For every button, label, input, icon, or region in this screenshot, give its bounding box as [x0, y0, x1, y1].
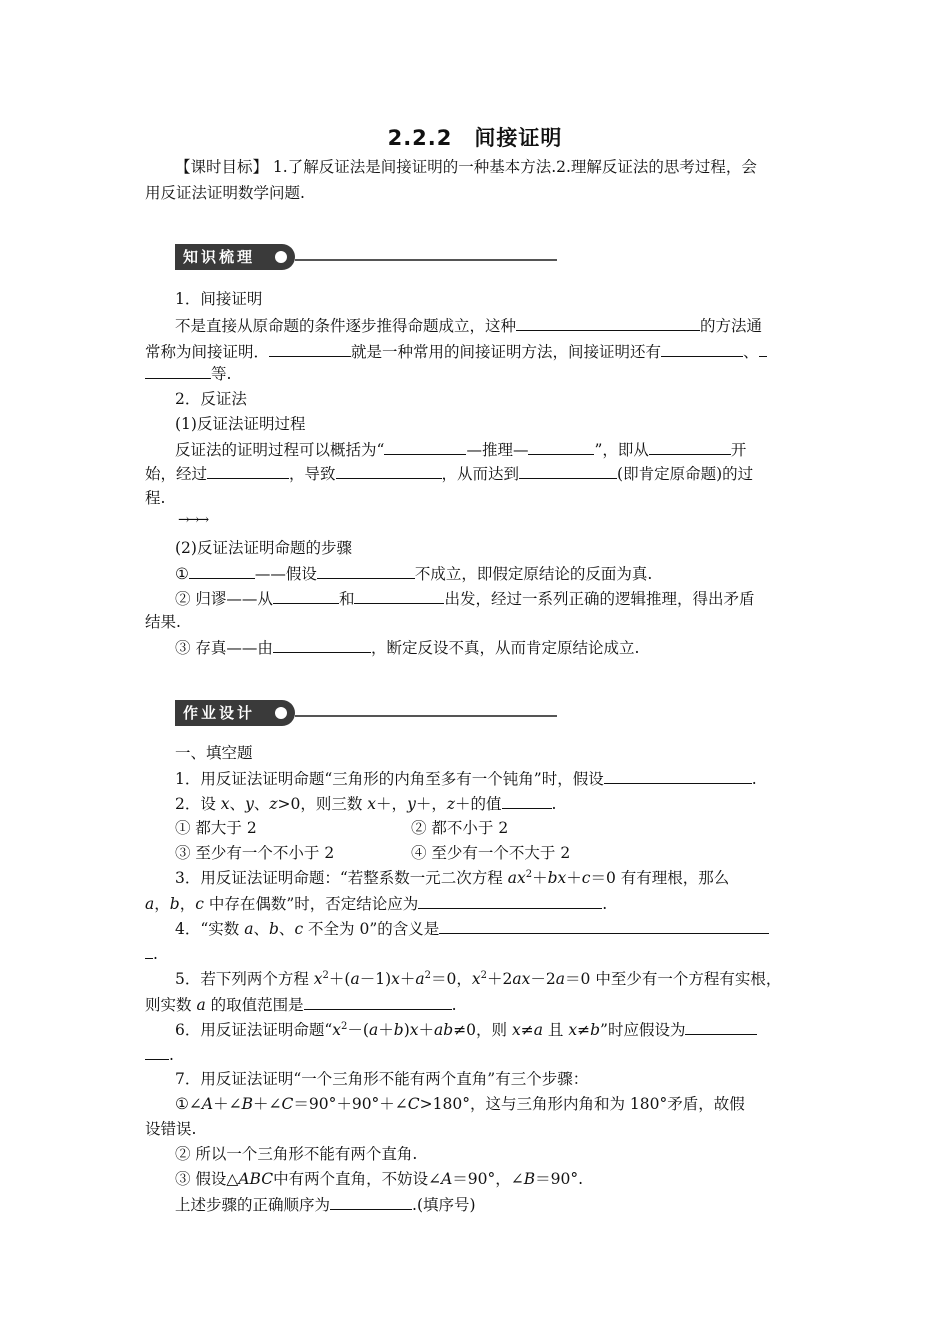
subheading-steps: (2)反证法证明命题的步骤: [175, 539, 352, 557]
question-7-step-1: [175, 1093, 745, 1115]
text: ＋，: [376, 795, 408, 813]
text: ，从而达到: [441, 465, 520, 483]
section-rule: [295, 715, 557, 717]
text: 出发，经过一系列正确的逻辑推理，得出矛盾: [444, 590, 755, 608]
text: ，导致: [289, 465, 336, 483]
text: 不成立，即假定原结论的反面为真.: [414, 565, 653, 583]
var: y: [407, 795, 416, 813]
paragraph-line: [145, 362, 231, 385]
question-7-answer: [175, 1193, 476, 1216]
var: x: [313, 970, 323, 988]
step-2-cont: 结果.: [145, 613, 181, 631]
bullet-dot-icon: [275, 707, 287, 719]
text: ③ 假设△: [175, 1170, 239, 1188]
text: 1．用反证法证明命题“三角形的内角至多有一个钝角”时，假设: [175, 770, 604, 788]
text: 、: [278, 920, 295, 938]
blank: [649, 438, 731, 455]
blank: [354, 587, 444, 604]
text: －2: [530, 970, 556, 988]
blank: [317, 562, 415, 579]
var: c: [581, 869, 591, 887]
var: x: [367, 795, 377, 813]
blank: [336, 462, 442, 479]
var: B: [523, 1170, 536, 1188]
text: －1): [359, 970, 392, 988]
text: 6．用反证法证明命题“: [175, 1021, 333, 1039]
text: —推理—: [466, 441, 529, 459]
paragraph-line: [145, 462, 753, 485]
heading-contradiction: 2．反证法: [175, 390, 247, 408]
objective-line-2: 用反证法证明数学问题.: [145, 184, 305, 202]
blank: [384, 438, 466, 455]
text: 中有两个直角，不妨设∠: [273, 1170, 442, 1188]
text: 则实数: [145, 996, 197, 1014]
exponent: 2: [424, 970, 432, 981]
question-5: [175, 968, 781, 990]
blank: [528, 438, 594, 455]
exponent: 2: [322, 970, 329, 981]
blank: [145, 362, 211, 379]
question-3-cont: [145, 892, 607, 915]
text: ＋: [532, 869, 548, 887]
text: ＝90°.: [535, 1170, 584, 1188]
text: >0，则三数: [277, 795, 368, 813]
blank: [418, 892, 602, 909]
text: 4．“实数: [175, 920, 245, 938]
option-4: ④ 至少有一个不大于 2: [411, 844, 571, 862]
var: z: [269, 795, 278, 813]
text: －(: [347, 1021, 369, 1039]
blank: [269, 340, 351, 357]
var: a: [196, 996, 206, 1014]
blank: [516, 314, 700, 331]
blank: [207, 462, 289, 479]
section-label: 知识梳理: [175, 244, 295, 270]
text: 反证法的证明过程可以概括为“: [175, 441, 385, 459]
text: ，: [179, 895, 196, 913]
text: ＋(: [328, 970, 351, 988]
blank: [759, 340, 767, 357]
text: 、: [253, 795, 270, 813]
text: ＝90°＋90°＋∠: [293, 1095, 408, 1113]
var: x: [391, 970, 400, 988]
var: x: [568, 1021, 578, 1039]
text: ＋，: [415, 795, 447, 813]
question-2: [175, 792, 556, 815]
blank: [685, 1018, 757, 1035]
heading-fill-in: 一、填空题: [175, 744, 253, 762]
var: x: [332, 1021, 342, 1039]
var: b: [590, 1021, 601, 1039]
text: ”时应假设为: [600, 1021, 686, 1039]
exponent: 2: [341, 1021, 348, 1032]
text: ，: [154, 895, 170, 913]
option-2: ② 都不小于 2: [411, 819, 509, 837]
blank: [519, 462, 617, 479]
subheading-process: (1)反证法证明过程: [175, 415, 306, 433]
question-7: 7．用反证法证明“一个三角形不能有两个直角”有三个步骤：: [175, 1070, 589, 1088]
var: ax: [507, 869, 526, 887]
text: ”，即从: [594, 441, 649, 459]
text: 不全为 0”的含义是: [303, 920, 440, 938]
text: ＋∠: [213, 1095, 242, 1113]
text: 、: [253, 920, 269, 938]
blank: [661, 340, 743, 357]
arrow-chain-icon: →→→: [178, 512, 208, 528]
text: 等.: [211, 365, 232, 383]
text: ，断定反设不真，从而肯定原结论成立.: [370, 639, 640, 657]
text: 5．若下列两个方程: [175, 970, 314, 988]
question-6-cont: [145, 1043, 174, 1066]
blank: [330, 1193, 412, 1210]
blank: [304, 993, 452, 1010]
text: ＝0 有有理根，那么: [590, 869, 730, 887]
text: ——假设: [254, 565, 317, 583]
step-1: [175, 562, 652, 585]
question-4: [175, 917, 769, 940]
text: 、: [229, 795, 246, 813]
text: ①∠: [175, 1095, 202, 1113]
question-7-step-1-cont: 设错误.: [145, 1120, 197, 1138]
var: B: [241, 1095, 253, 1113]
var: a: [533, 1021, 543, 1039]
section-rule: [295, 259, 557, 261]
var: a: [145, 895, 155, 913]
blank: [145, 942, 153, 959]
text: .: [169, 1046, 174, 1064]
text: 、: [743, 343, 759, 361]
question-3: [175, 867, 729, 889]
step-3: [175, 636, 639, 659]
text: 的方法通: [700, 317, 763, 335]
text: 中存在偶数”时，否定结论应为: [203, 895, 419, 913]
var: a: [415, 970, 425, 988]
var: bx: [547, 869, 567, 887]
exponent: 2: [480, 970, 488, 981]
page-title: 2.2.2 间接证明: [387, 126, 563, 150]
text: .: [551, 795, 557, 813]
text: ③ 存真——由: [175, 639, 273, 657]
objective-line-1: 【课时目标】 1.了解反证法是间接证明的一种基本方法.2.理解反证法的思考过程，会: [175, 158, 757, 176]
question-4-cont: [145, 942, 158, 965]
option-3: ③ 至少有一个不小于 2: [175, 844, 335, 862]
question-1: [175, 767, 757, 790]
paragraph-line: [175, 314, 762, 337]
question-5-cont: [145, 993, 457, 1016]
blank: [189, 562, 255, 579]
blank: [273, 587, 339, 604]
text: .(填序号): [412, 1196, 476, 1214]
text: ≠: [520, 1021, 534, 1039]
var: C: [407, 1095, 420, 1113]
question-6: [175, 1018, 757, 1041]
paragraph-line: 程.: [145, 489, 166, 507]
text: ＋∠: [252, 1095, 282, 1113]
text: 就是一种常用的间接证明方法，间接证明还有: [351, 343, 662, 361]
step-2: [175, 587, 754, 610]
var: a: [350, 970, 360, 988]
text: .: [153, 945, 158, 963]
text: ＝0，: [431, 970, 472, 988]
bullet-dot-icon: [275, 251, 287, 263]
section-label: 作业设计: [175, 700, 295, 726]
text: >180°，这与三角形内角和为 180°矛盾，故假: [419, 1095, 745, 1113]
var: a: [244, 920, 254, 938]
var: x: [220, 795, 230, 813]
text: ＝0 中至少有一个方程有实根，: [565, 970, 782, 988]
text: 常称为间接证明．: [145, 343, 270, 361]
question-7-step-3: [175, 1168, 583, 1190]
paragraph-line: [175, 438, 746, 461]
var: b: [169, 895, 180, 913]
question-7-step-2: ② 所以一个三角形不能有两个直角.: [175, 1145, 418, 1163]
text: ＋: [566, 869, 582, 887]
var: ax: [512, 970, 531, 988]
text: ≠0，则: [453, 1021, 512, 1039]
blank: [604, 767, 752, 784]
blank: [145, 1043, 169, 1060]
var: a: [555, 970, 566, 988]
text: 始，经过: [145, 465, 208, 483]
var: b: [268, 920, 279, 938]
var: ABC: [238, 1170, 274, 1188]
text: 的取值范围是: [205, 996, 304, 1014]
text: ＋: [399, 970, 416, 988]
text: ①: [175, 565, 189, 583]
blank: [273, 636, 371, 653]
var: c: [294, 920, 304, 938]
text: (即肯定原命题)的过: [617, 465, 754, 483]
var: A: [201, 1095, 214, 1113]
text: .: [451, 996, 457, 1014]
var: y: [245, 795, 254, 813]
paragraph-line: [145, 340, 767, 363]
text: 开: [730, 441, 747, 459]
text: 不是直接从原命题的条件逐步推得命题成立，这种: [175, 317, 517, 335]
heading-indirect-proof: 1．间接证明: [175, 290, 263, 308]
var: a: [368, 1021, 379, 1039]
text: 和: [338, 590, 355, 608]
blank: [439, 917, 769, 934]
option-1: ① 都大于 2: [175, 819, 257, 837]
text: ≠: [577, 1021, 591, 1039]
text: ＝90°，∠: [452, 1170, 524, 1188]
var: ab: [434, 1021, 454, 1039]
var: C: [281, 1095, 294, 1113]
text: ＋2: [487, 970, 513, 988]
var: x: [409, 1021, 419, 1039]
var: x: [471, 970, 481, 988]
text: 且: [542, 1021, 569, 1039]
var: x: [511, 1021, 521, 1039]
text: 3．用反证法证明命题：“若整系数一元二次方程: [175, 869, 508, 887]
var: A: [441, 1170, 453, 1188]
var: z: [446, 795, 456, 813]
text: ): [403, 1021, 410, 1039]
blank: [502, 792, 552, 809]
text: .: [602, 895, 608, 913]
text: ＋的值: [455, 795, 502, 813]
exponent: 2: [525, 869, 533, 880]
text: ＋: [418, 1021, 435, 1039]
var: b: [393, 1021, 404, 1039]
text: ＋: [378, 1021, 394, 1039]
text: ② 归谬——从: [175, 590, 273, 608]
text: 2．设: [175, 795, 221, 813]
text: 上述步骤的正确顺序为: [175, 1196, 331, 1214]
text: .: [751, 770, 757, 788]
var: c: [195, 895, 204, 913]
